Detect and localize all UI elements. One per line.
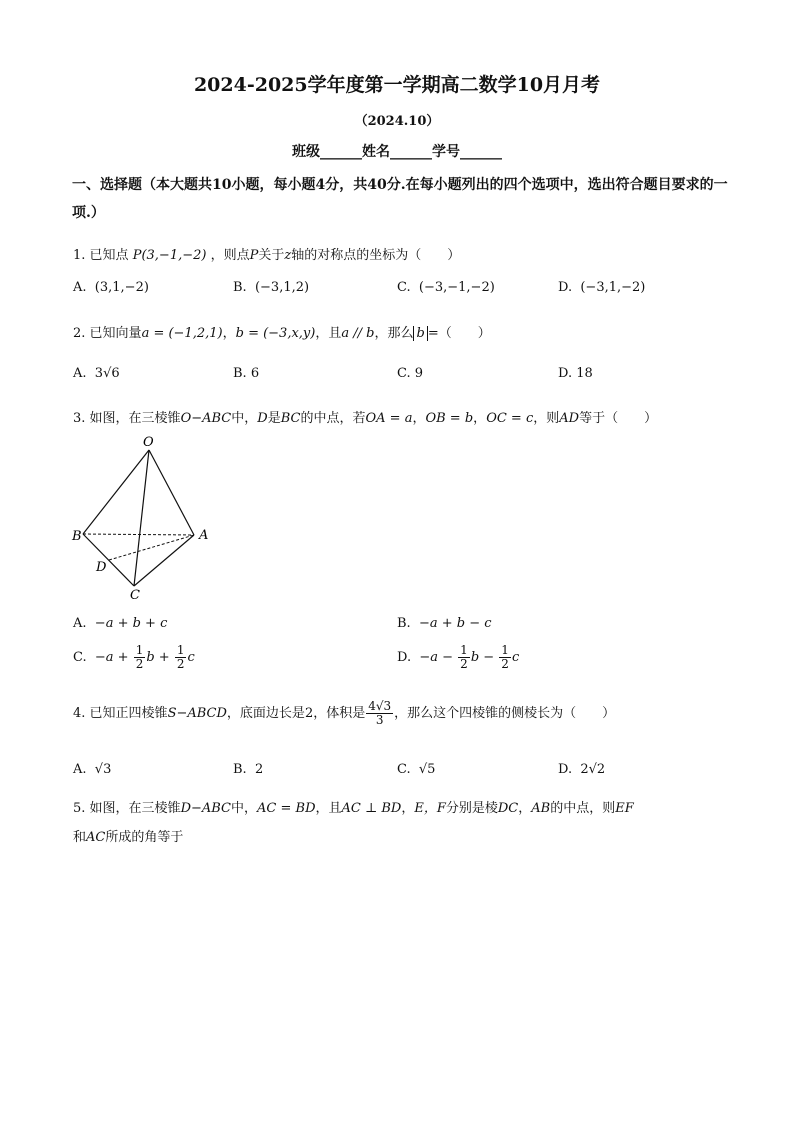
q4-option-d[interactable]: D. 2√2 [558,762,606,777]
vector-b-expr: b = (−3,x,y) [235,326,316,341]
edge-ab [83,534,194,535]
vector-oa: OA = a [365,411,413,426]
edge-bc [83,534,134,586]
q4-option-b[interactable]: B. 2 [233,762,264,777]
question-2-stem: 2. 已知向量a = (−1,2,1)，b = (−3,x,y)，且a // b，那么 b =（ ） [73,326,491,341]
vector-ob: OB = b [425,411,474,426]
label-o: O [143,435,154,450]
question-1-stem: 1. 已知点 P(3,−1,−2) ，则点P关于z轴的对称点的坐标为（ ） [73,248,461,263]
vector-a-expr: a = (−1,2,1) [141,326,223,341]
vector-ad: AD [559,411,580,426]
section-heading: 一、选择题（本大题共10小题，每小题4分，共40分.在每小题列出的四个选项中，选出符合题目要求的一项.） [72,177,728,221]
label-d: D [96,560,107,575]
q3-option-c[interactable]: C. −a + $\frac{1}{2}$ b + $\frac{1}{2}$ c [73,643,195,671]
q3-option-d[interactable]: D. −a − $\frac{1}{2}$ b − $\frac{1}{2}$ c [397,643,520,671]
question-5-stem-line2: 和AC所成的角等于 [73,830,184,845]
q2-option-c[interactable]: C. 9 [397,366,424,381]
point-p: P(3,−1,−2) [132,248,207,263]
q2-option-b[interactable]: B. 6 [233,366,260,381]
q1-option-a[interactable]: A. (3,1,−2) [73,280,149,295]
q4-option-a[interactable]: A. √3 [73,762,112,777]
label-a: A [199,528,209,543]
q1-option-b[interactable]: B. (−3,1,2) [233,280,310,295]
q2-option-d[interactable]: D. 18 [558,366,593,381]
edge-ob [83,450,149,534]
edge-oc [134,450,149,586]
q1-option-d[interactable]: D. (−3,1,−2) [558,280,646,295]
exam-date: （2024.10） [354,114,440,129]
question-4-stem: 4. 已知正四棱锥S−ABCD，底面边长是2，体积是 $\frac{4√3}{3}$ ，那么这个四棱锥的侧棱长为（ ） [73,699,616,727]
q1-option-c[interactable]: C. (−3,−1,−2) [397,280,495,295]
question-5-stem: 5. 如图，在三棱锥D−ABC中，AC = BD，且AC ⊥ BD，E，F分别是棱DC，AB的中点，则EF [73,801,634,816]
label-c: C [130,588,140,602]
edge-oa [149,450,194,535]
question-3-stem: 3. 如图，在三棱锥O−ABC中，D是BC的中点，若OA = a，OB = b，OC = c，则AD等于（ ） [73,411,658,426]
exam-title: 2024-2025学年度第一学期高二数学10月月考 [193,74,601,96]
segment-ad [109,535,194,560]
q3-option-a[interactable]: A. −a + b + c [73,616,168,631]
edge-ac [134,535,194,586]
q4-option-c[interactable]: C. √5 [397,762,436,777]
q3-option-b[interactable]: B. −a + b − c [397,616,492,631]
abs-b: b [413,326,427,341]
label-b: B [72,529,82,544]
student-info-line: 班级______姓名______学号______ [292,144,502,160]
volume-fraction: $\frac{4√3}{3}$ [368,699,392,727]
tetrahedron-figure [66,432,216,602]
vector-oc: OC = c [486,411,534,426]
q2-option-a[interactable]: A. 3√6 [73,366,120,381]
